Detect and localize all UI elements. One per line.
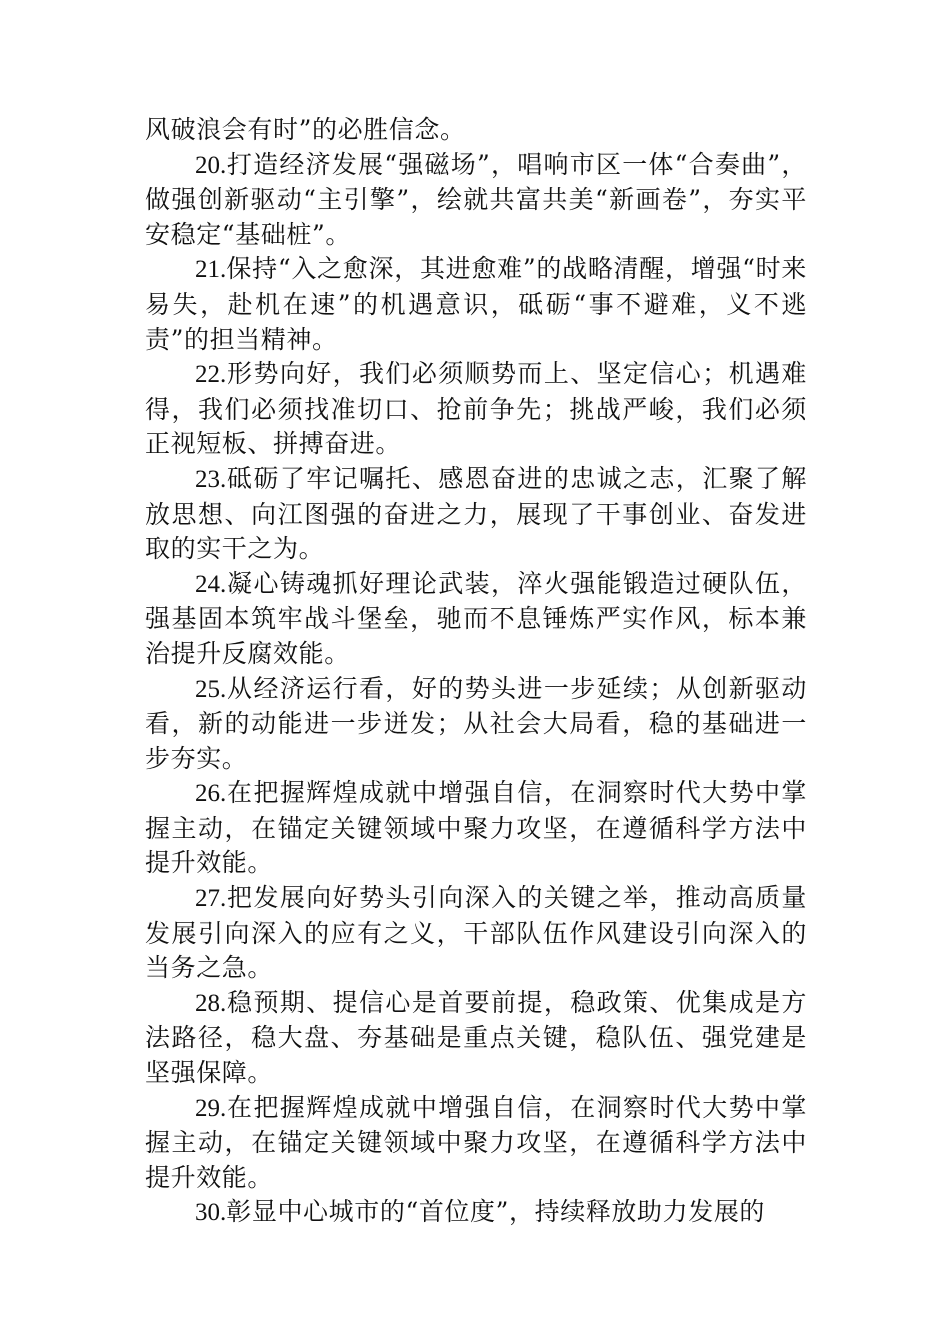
item-number: 25. [195,675,227,703]
paragraph [145,776,807,881]
item-number: 27. [195,885,227,913]
item-number: 29. [195,1094,227,1122]
paragraph [145,567,807,672]
paragraph [145,252,807,357]
item-number: 20. [195,151,227,179]
paragraph-text: 从经济运行看，好的势头进一步延续；从创新驱动看，新的动能进一步迸发；从社会大局看，稳的基础进一步夯实。 [145,673,807,773]
paragraph [145,462,807,567]
item-number: 24. [195,570,227,598]
paragraph-text: 形势向好，我们必须顺势而上、坚定信心；机遇难得，我们必须找准切口、抢前争先；挑战严峻，我们必须正视短板、拼搏奋进。 [145,359,807,459]
paragraph-text: 在把握辉煌成就中增强自信，在洞察时代大势中掌握主动，在锚定关键领域中聚力攻坚，在遵循科学方法中提升效能。 [145,778,807,878]
item-number: 23. [195,465,227,493]
paragraph-text: 把发展向好势头引向深入的关键之举，推动高质量发展引向深入的应有之义，干部队伍作风建设引向深入的当务之急。 [145,883,807,983]
paragraph-text: 砥砺了牢记嘱托、感恩奋进的忠诚之志，汇聚了解放思想、向江图强的奋进之力，展现了干事创业、奋发进取的实干之为。 [145,463,807,564]
paragraph [145,672,807,777]
paragraph-text: 保持“入之愈深，其进愈难”的战略清醒，增强“时来易失，赴机在速”的机遇意识，砥砺“事不避难，义不逃责”的担当精神。 [145,254,807,354]
item-number: 28. [195,989,227,1017]
item-number: 30. [195,1199,227,1227]
item-number: 21. [195,256,227,284]
paragraph [145,113,807,148]
paragraph-text: 打造经济发展“强磁场”，唱响市区一体“合奏曲”，做强创新驱动“主引擎”，绘就共富共美“新画卷”，夯实平安稳定“基础桩”。 [145,149,807,249]
document-page [145,113,807,1231]
item-number: 26. [195,780,227,808]
paragraph [145,881,807,986]
paragraph-text: 稳预期、提信心是首要前提，稳政策、优集成是方法路径，稳大盘、夯基础是重点关键，稳队伍、强党建是坚强保障。 [145,987,807,1088]
paragraph [145,986,807,1091]
paragraph-text: 彰显中心城市的“首位度”，持续释放助力发展的 [226,1197,766,1227]
item-number: 22. [195,361,227,389]
paragraph [145,357,807,462]
paragraph-text: 风破浪会有时”的必胜信念。 [145,115,466,144]
paragraph [145,1091,807,1196]
paragraph [145,1195,807,1231]
paragraph-text: 在把握辉煌成就中增强自信，在洞察时代大势中掌握主动，在锚定关键领域中聚力攻坚，在遵循科学方法中提升效能。 [145,1092,807,1192]
paragraph [145,148,807,253]
paragraph-text: 凝心铸魂抓好理论武装，淬火强能锻造过硬队伍，强基固本筑牢战斗堡垒，驰而不息锤炼严实作风，标本兼治提升反腐效能。 [145,568,807,668]
